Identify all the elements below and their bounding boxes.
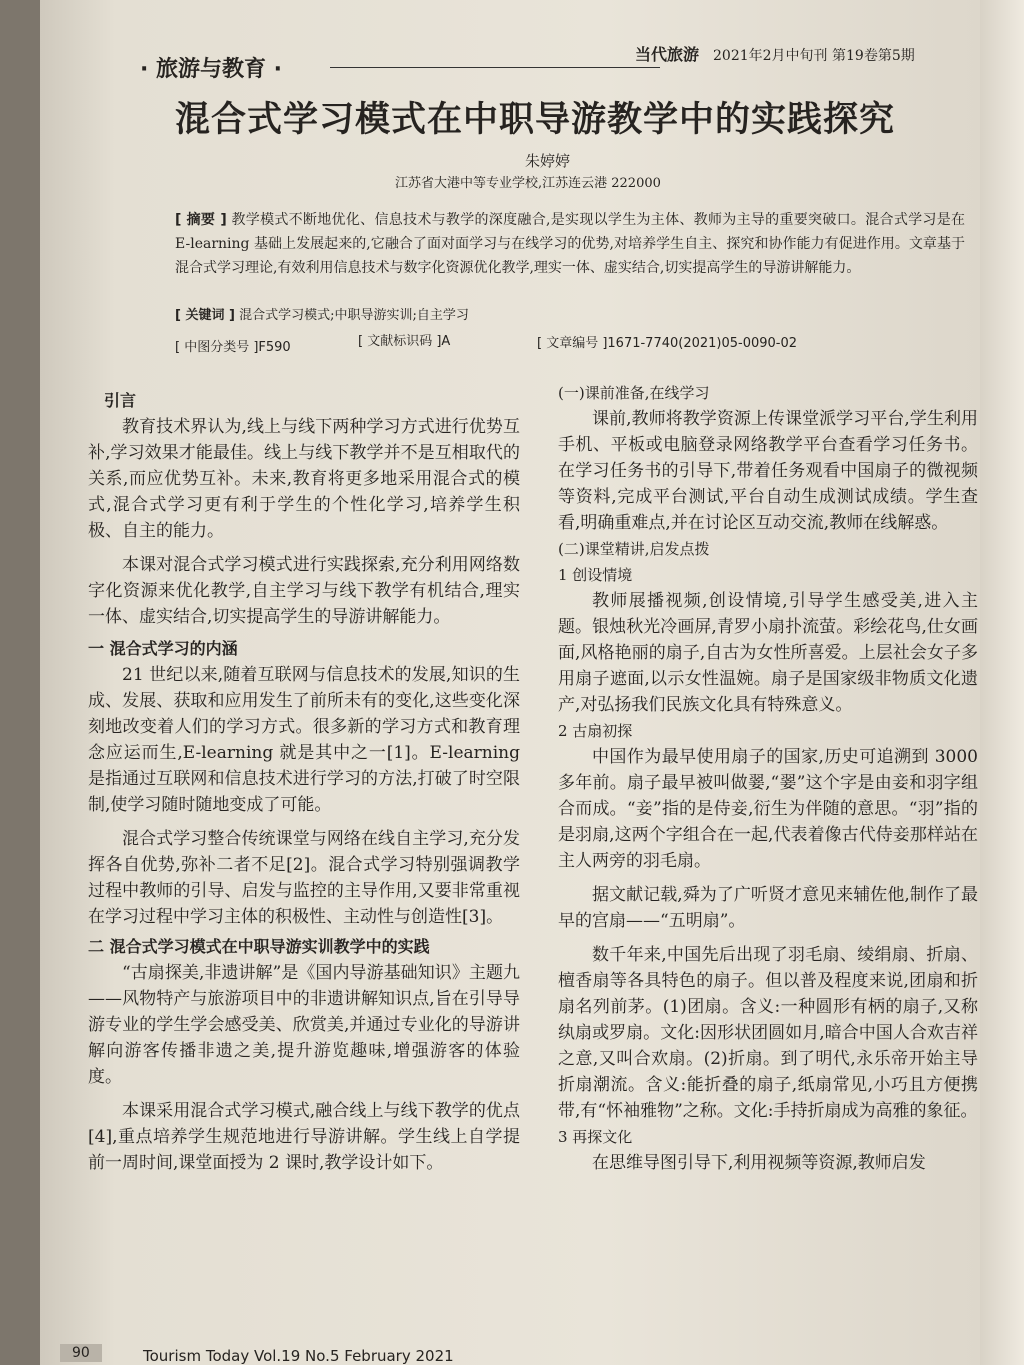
intro-paragraph-1: 教育技术界认为,线上与线下两种学习方式进行优势互补,学习效果才能最佳。线上与线下教学并不是互相取代的关系,而应优势互补。未来,教育将更多地采用混合式的模式,混合式学习更有利于学生的个性化学习,培养学生积极、自主的能力。	[88, 417, 520, 541]
affiliation: 江苏省大港中等专业学校,江苏连云港 222000	[395, 176, 661, 191]
item-1-heading: 1 创设情境	[558, 566, 633, 584]
left-column	[88, 388, 520, 1176]
author: 朱婷婷	[525, 152, 571, 170]
item-2-paragraph-2: 据文献记载,舜为了广听贤才意见来辅佐他,制作了最早的宫扇——“五明扇”。	[558, 885, 978, 931]
header-rule	[330, 67, 660, 68]
keywords	[175, 304, 469, 323]
abstract	[175, 208, 965, 280]
section-1-paragraph-2: 混合式学习整合传统课堂与网络在线自主学习,充分发挥各自优势,弥补二者不足[2]。混合式学习特别强调教学过程中教师的引导、启发与监控的主导作用,又要非常重视在学习过程中学习主体的积极性、主动性与创造性[3]。	[88, 829, 520, 927]
keywords-text: 混合式学习模式;中职导游实训;自主学习	[239, 308, 469, 323]
section-1-paragraph-1: 21 世纪以来,随着互联网与信息技术的发展,知识的生成、发展、获取和应用发生了前所未有的变化,这些变化深刻地改变着人们的学习方式。很多新的学习方式和教育理念应运而生,E-learning 就是其中之一[1]。E-learning 是指通过互联网和信息技术进行学习的方法,打破了时空限制,使学习随时随地变成了可能。	[88, 665, 520, 815]
section-2-paragraph-1: “古扇探美,非遗讲解”是《国内导游基础知识》主题九——风物特产与旅游项目中的非遗讲解知识点,旨在引导导游专业的学生学会感受美、欣赏美,并通过专业化的导游讲解向游客传播非遗之美,提升游览趣味,增强游客的体验度。	[88, 963, 520, 1087]
subsection-1-paragraph: 课前,教师将教学资源上传课堂派学习平台,学生利用手机、平板或电脑登录网络教学平台查看学习任务书。在学习任务书的引导下,带着任务观看中国扇子的微视频等资料,完成平台测试,平台自动生成测试成绩。学生查看,明确重难点,并在讨论区互动交流,教师在线解惑。	[558, 409, 978, 533]
section-1-heading: 一 混合式学习的内涵	[88, 639, 238, 658]
item-3-paragraph: 在思维导图引导下,利用视频等资源,教师启发	[592, 1153, 926, 1173]
journal-header	[635, 42, 915, 65]
item-2-heading: 2 古扇初探	[558, 722, 633, 740]
item-2-paragraph-1: 中国作为最早使用扇子的国家,历史可追溯到 3000 多年前。扇子最早被叫做翣,“翣”这个字是由妾和羽字组合而成。“妾”指的是侍妾,衍生为伴随的意思。“羽”指的是羽扇,这两个字组合在一起,代表着像古代侍妾那样站在主人两旁的羽毛扇。	[558, 747, 978, 871]
section-2-heading: 二 混合式学习模式在中职导游实训教学中的实践	[88, 937, 430, 956]
clc-number: [ 中图分类号 ]F590	[175, 340, 291, 355]
item-3-heading: 3 再探文化	[558, 1128, 633, 1146]
page-number: 90	[60, 1344, 102, 1362]
abstract-label: [ 摘要 ]	[175, 212, 227, 228]
document-code: [ 文献标识码 ]A	[358, 334, 451, 349]
column-tag: · 旅游与教育 ·	[140, 57, 283, 82]
keywords-label: [ 关键词 ]	[175, 308, 235, 323]
journal-name: 当代旅游	[635, 45, 700, 64]
journal-issue: 2021年2月中旬刊 第19卷第5期	[713, 48, 915, 64]
adjacent-page-edge	[980, 0, 1024, 1365]
section-2-paragraph-2: 本课采用混合式学习模式,融合线上与线下教学的优点[4],重点培养学生规范地进行导游讲解。学生线上自学提前一周时间,课堂面授为 2 课时,教学设计如下。	[88, 1101, 520, 1173]
abstract-text: 教学模式不断地优化、信息技术与教学的深度融合,是实现以学生为主体、教师为主导的重要突破口。混合式学习是在 E-learning 基础上发展起来的,它融合了面对面学习与在线学习的优势,对培养学生自主、探究和协作能力有促进作用。文章基于混合式学习理论,有效利用信息技术与数字化资源优化教学,理实一体、虚实结合,切实提高学生的导游讲解能力。	[175, 212, 966, 276]
footer-journal: Tourism Today Vol.19 No.5 February 2021	[143, 1347, 454, 1365]
article-title: 混合式学习模式在中职导游教学中的实践探究	[175, 100, 896, 140]
item-1-paragraph: 教师展播视频,创设情境,引导学生感受美,进入主题。银烛秋光冷画屏,青罗小扇扑流萤。彩绘花鸟,仕女画面,风格艳丽的扇子,自古为女性所喜爱。上层社会女子多用扇子遮面,以示女性温婉。扇子是国家级非物质文化遗产,对弘扬我们民族文化具有特殊意义。	[558, 591, 978, 715]
item-2-paragraph-3: 数千年来,中国先后出现了羽毛扇、绫绢扇、折扇、檀香扇等各具特色的扇子。但以普及程度来说,团扇和折扇名列前茅。(1)团扇。含义:一种圆形有柄的扇子,又称纨扇或罗扇。文化:因形状团圆如月,暗合中国人合欢吉祥之意,又叫合欢扇。(2)折扇。到了明代,永乐帝开始主导折扇潮流。含义:能折叠的扇子,纸扇常见,小巧且方便携带,有“怀袖雅物”之称。文化:手持折扇成为高雅的象征。	[558, 945, 978, 1121]
article-number: [ 文章编号 ]1671-7740(2021)05-0090-02	[537, 336, 798, 351]
intro-heading: 引言	[104, 391, 137, 410]
right-column	[558, 380, 978, 1176]
subsection-2-heading: (二)课堂精讲,启发点拨	[558, 540, 710, 558]
journal-page	[40, 0, 980, 1365]
intro-paragraph-2: 本课对混合式学习模式进行实践探索,充分利用网络数字化资源来优化教学,自主学习与线下教学有机结合,理实一体、虚实结合,切实提高学生的导游讲解能力。	[88, 555, 520, 627]
subsection-1-heading: (一)课前准备,在线学习	[558, 384, 710, 402]
